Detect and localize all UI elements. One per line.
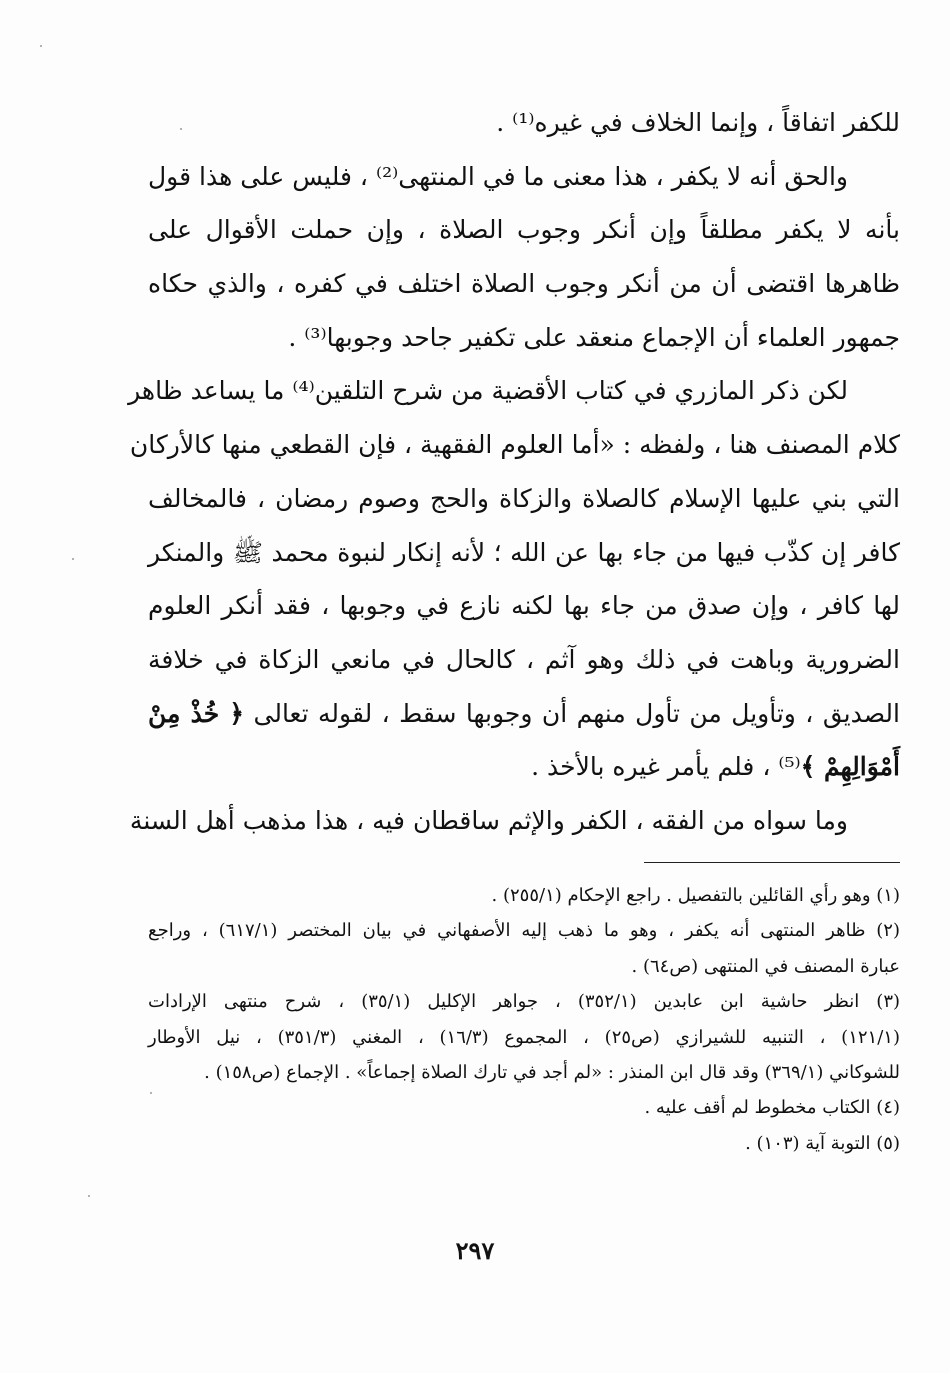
footnote-line: (١٢١/١) ، التنبيه للشيرازي (ص٢٥) ، المجموع (١٦/٣) ، المغني (٣٥١/٣) ، نيل الأوطار — [148, 1026, 900, 1048]
footnote-line: (٢) ظاهر المنتهى أنه يكفر ، وهو ما ذهب إليه الأصفهاني في بيان المختصر (٦١٧/١) ، وراجع — [148, 920, 900, 942]
text-line: الضرورية وباهت في ذلك وهو آثم ، كالحال في مانعي الزكاة في خلافة — [148, 644, 900, 674]
footnotes — [148, 878, 900, 1161]
scan-speck — [180, 128, 182, 130]
text-line: للكفر اتفاقاً ، وإنما الخلاف في غيره⁽¹⁾ . — [496, 108, 900, 137]
footnote-line: (٣) انظر حاشية ابن عابدين (٣٥٢/١) ، جواهر الإكليل (٣٥/١) ، شرح منتهى الإرادات — [148, 991, 901, 1013]
scan-speck — [150, 1092, 152, 1094]
text-line-with-quran — [148, 687, 900, 741]
text-line: بأنه لا يكفر مطلقاً وإن أنكر وجوب الصلاة ، وإن حملت الأقوال على — [148, 215, 900, 245]
text-line: كافر إن كذّب فيها من جاء بها عن الله ؛ لأنه إنكار لنبوة محمد ﷺ والمنكر — [148, 537, 900, 567]
text-line: وما سواه من الفقه ، الكفر والإثم ساقطان فيه ، هذا مذهب أهل السنة — [129, 805, 848, 835]
scan-speck — [72, 558, 74, 560]
text-line-with-quran — [148, 740, 900, 794]
text-line: التي بني عليها الإسلام كالصلاة والزكاة والحج وصوم رمضان ، فالمخالف — [148, 483, 900, 513]
main-text — [128, 96, 900, 848]
text-line: كلام المصنف هنا ، ولفظه : «أما العلوم الفقهية ، فإن القطعي منها كالأركان — [129, 430, 900, 460]
scan-speck — [40, 45, 42, 47]
footnote-line: عبارة المصنف في المنتهى (ص٦٤) . — [631, 955, 900, 977]
footnote-line: (١) وهو رأي القائلين بالتفصيل . راجع الإحكام (٢٥٥/١) . — [491, 885, 900, 906]
footnote-line: (٤) الكتاب مخطوط لم أقف عليه . — [644, 1097, 900, 1119]
footnote-line: للشوكاني (٣٦٩/١) وقد قال ابن المنذر : «لم أجد في تارك الصلاة إجماعاً» . الإجماع (ص١٥٨) . — [204, 1061, 900, 1083]
quran-verse-end: أَمْوَالِهِمْ ﴾ — [800, 752, 900, 782]
text-segment: الصديق ، وتأويل من تأول منهم أن وجوبها سقط ، لقوله تعالى — [253, 698, 900, 728]
text-line: ظاهرها اقتضى أن من أنكر وجوب الصلاة اختلف في كفره ، والذي حكاه — [148, 269, 900, 299]
text-line: لها كافر ، وإن صدق من جاء بها لكنه نازع في وجوبها ، فقد أنكر العلوم — [148, 591, 900, 621]
text-line: والحق أنه لا يكفر ، هذا معنى ما في المنتهى⁽²⁾ ، فليس على هذا قول — [148, 161, 849, 191]
footnote-divider — [644, 862, 900, 863]
page-number: ٢٩٧ — [455, 1236, 495, 1265]
quran-verse-start: ﴿ خُذْ مِنْ — [148, 698, 245, 728]
footnote-marker: ⁽⁵⁾ — [778, 752, 801, 782]
scan-speck — [88, 1195, 90, 1197]
footnote-line: (٥) التوبة آية (١٠٣) . — [745, 1132, 900, 1154]
text-segment: ، فلم يأمر غيره بالأخذ . — [531, 752, 771, 782]
text-line: جمهور العلماء أن الإجماع منعقد على تكفير جاحد وجوبها⁽³⁾ . — [288, 322, 900, 352]
text-line: لكن ذكر المازري في كتاب الأقضية من شرح التلقين⁽⁴⁾ ما يساعد ظاهر — [128, 376, 848, 406]
